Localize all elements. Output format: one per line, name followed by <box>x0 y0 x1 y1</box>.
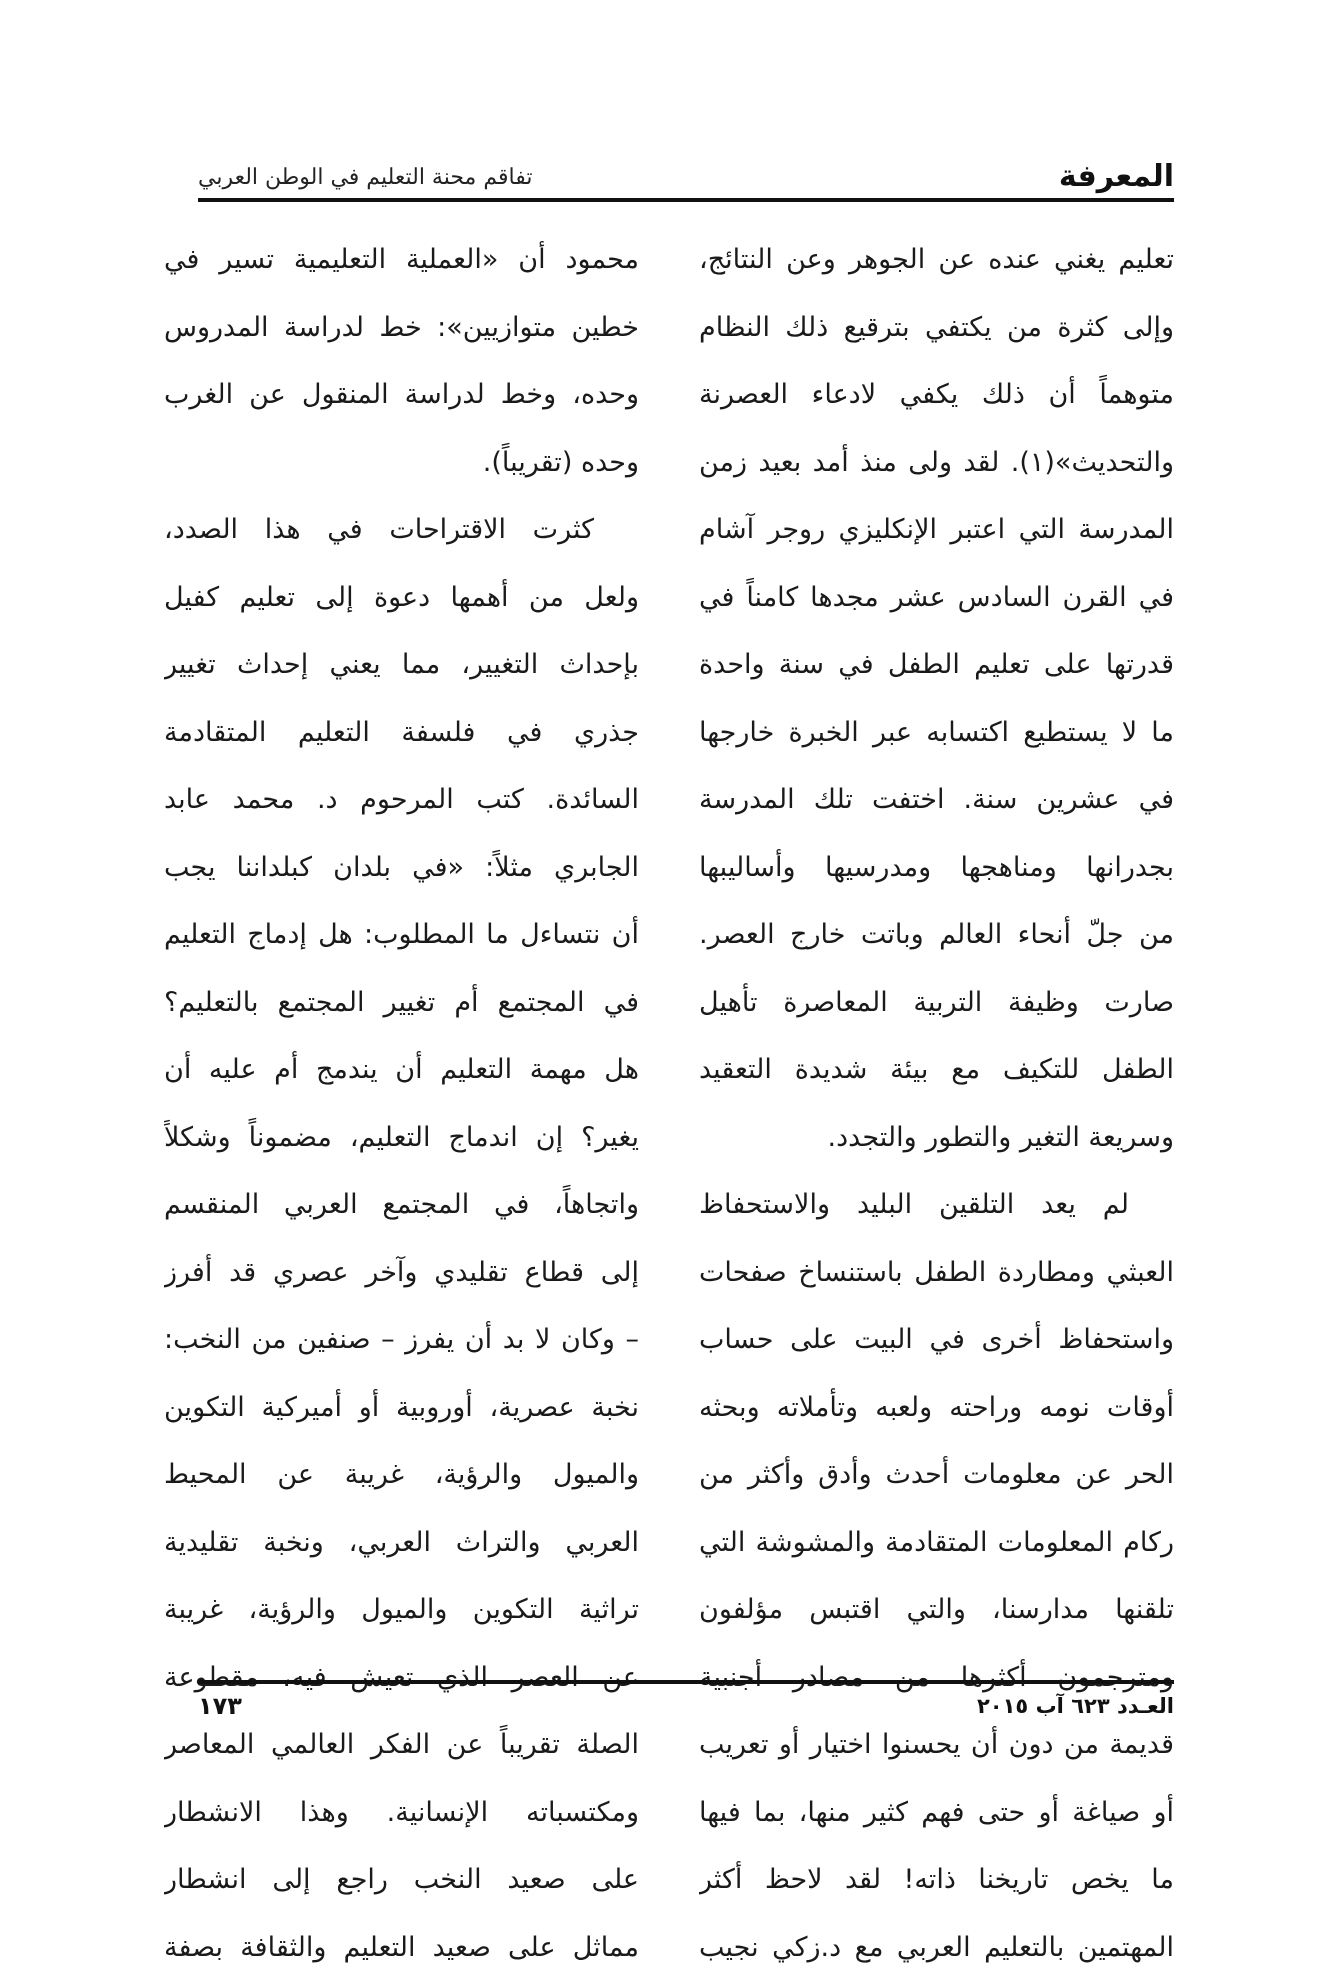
text-line: ما يخص تاريخنا ذاته! لقد لاحظ أكثر <box>699 1846 1174 1914</box>
text-line: العبثي ومطاردة الطفل باستنساخ صفحات <box>699 1239 1174 1307</box>
text-line: تراثية التكوين والميول والرؤية، غريبة <box>164 1576 639 1644</box>
text-line: من جلّ أنحاء العالم وباتت خارج العصر. <box>699 901 1174 969</box>
page-footer <box>198 1680 1174 1734</box>
text-line: صارت وظيفة التربية المعاصرة تأهيل <box>699 969 1174 1037</box>
text-line: – وكان لا بد أن يفرز – صنفين من النخب: <box>164 1306 639 1374</box>
text-line: ولعل من أهمها دعوة إلى تعليم كفيل <box>164 564 639 632</box>
text-line: متوهماً أن ذلك يكفي لادعاء العصرنة <box>699 361 1174 429</box>
text-line: قدرتها على تعليم الطفل في سنة واحدة <box>699 631 1174 699</box>
text-line: والتحديث»(١). لقد ولى منذ أمد بعيد زمن <box>699 429 1174 497</box>
text-line: كثرت الاقتراحات في هذا الصدد، <box>164 496 639 564</box>
text-line: هل مهمة التعليم أن يندمج أم عليه أن <box>164 1036 639 1104</box>
text-line: السائدة. كتب المرحوم د. محمد عابد <box>164 766 639 834</box>
text-line: وحده (تقريباً). <box>164 429 639 497</box>
text-line: ما لا يستطيع اكتسابه عبر الخبرة خارجها <box>699 699 1174 767</box>
text-line: الطفل للتكيف مع بيئة شديدة التعقيد <box>699 1036 1174 1104</box>
text-line: على صعيد النخب راجع إلى انشطار <box>164 1846 639 1914</box>
text-line: أو صياغة أو حتى فهم كثير منها، بما فيها <box>699 1779 1174 1847</box>
text-line: لم يعد التلقين البليد والاستحفاظ <box>699 1171 1174 1239</box>
text-line: في القرن السادس عشر مجدها كامناً في <box>699 564 1174 632</box>
text-line: أن نتساءل ما المطلوب: هل إدماج التعليم <box>164 901 639 969</box>
text-line: وسريعة التغير والتطور والتجدد. <box>699 1104 1174 1172</box>
text-line: واستحفاظ أخرى في البيت على حساب <box>699 1306 1174 1374</box>
issue-info: العـدد ٦٢٣ آب ٢٠١٥ <box>977 1694 1174 1718</box>
magazine-logo: المعرفة <box>1059 159 1174 194</box>
text-line: ومترجمون أكثرها من مصادر أجنبية <box>699 1644 1174 1712</box>
text-line: والميول والرؤية، غريبة عن المحيط <box>164 1441 639 1509</box>
text-line: الجابري مثلاً: «في بلدان كبلداننا يجب <box>164 834 639 902</box>
text-line: وحده، وخط لدراسة المنقول عن الغرب <box>164 361 639 429</box>
text-line: محمود أن «العملية التعليمية تسير في <box>164 226 639 294</box>
text-line: جذري في فلسفة التعليم المتقادمة <box>164 699 639 767</box>
text-line: عن العصر الذي تعيش فيه، مقطوعة <box>164 1644 639 1712</box>
text-line: ركام المعلومات المتقادمة والمشوشة التي <box>699 1509 1174 1577</box>
page-number: ١٧٣ <box>198 1692 242 1720</box>
text-line: قديمة من دون أن يحسنوا اختيار أو تعريب <box>699 1711 1174 1779</box>
text-line: الصلة تقريباً عن الفكر العالمي المعاصر <box>164 1711 639 1779</box>
running-title: تفاقم محنة التعليم في الوطن العربي <box>198 165 532 190</box>
text-line: يغير؟ إن اندماج التعليم، مضموناً وشكلاً <box>164 1104 639 1172</box>
text-line: بجدرانها ومناهجها ومدرسيها وأساليبها <box>699 834 1174 902</box>
text-line: ومكتسباته الإنسانية. وهذا الانشطار <box>164 1779 639 1847</box>
text-line: الحر عن معلومات أحدث وأدق وأكثر من <box>699 1441 1174 1509</box>
page-header <box>198 148 1174 202</box>
text-line: خطين متوازيين»: خط لدراسة المدروس <box>164 294 639 362</box>
text-line: وإلى كثرة من يكتفي بترقيع ذلك النظام <box>699 294 1174 362</box>
text-line: في المجتمع أم تغيير المجتمع بالتعليم؟ <box>164 969 639 1037</box>
text-line: تلقنها مدارسنا، والتي اقتبس مؤلفون <box>699 1576 1174 1644</box>
text-line: بإحداث التغيير، مما يعني إحداث تغيير <box>164 631 639 699</box>
text-line: المهتمين بالتعليم العربي مع د.زكي نجيب <box>699 1914 1174 1981</box>
text-line: أوقات نومه وراحته ولعبه وتأملاته وبحثه <box>699 1374 1174 1442</box>
text-line: المدرسة التي اعتبر الإنكليزي روجر آشام <box>699 496 1174 564</box>
text-line: نخبة عصرية، أوروبية أو أميركية التكوين <box>164 1374 639 1442</box>
text-line: في عشرين سنة. اختفت تلك المدرسة <box>699 766 1174 834</box>
text-line: تعليم يغني عنده عن الجوهر وعن النتائج، <box>699 226 1174 294</box>
text-line: واتجاهاً، في المجتمع العربي المنقسم <box>164 1171 639 1239</box>
text-line: مماثل على صعيد التعليم والثقافة بصفة <box>164 1914 639 1981</box>
text-line: إلى قطاع تقليدي وآخر عصري قد أفرز <box>164 1239 639 1307</box>
text-line: العربي والتراث العربي، ونخبة تقليدية <box>164 1509 639 1577</box>
